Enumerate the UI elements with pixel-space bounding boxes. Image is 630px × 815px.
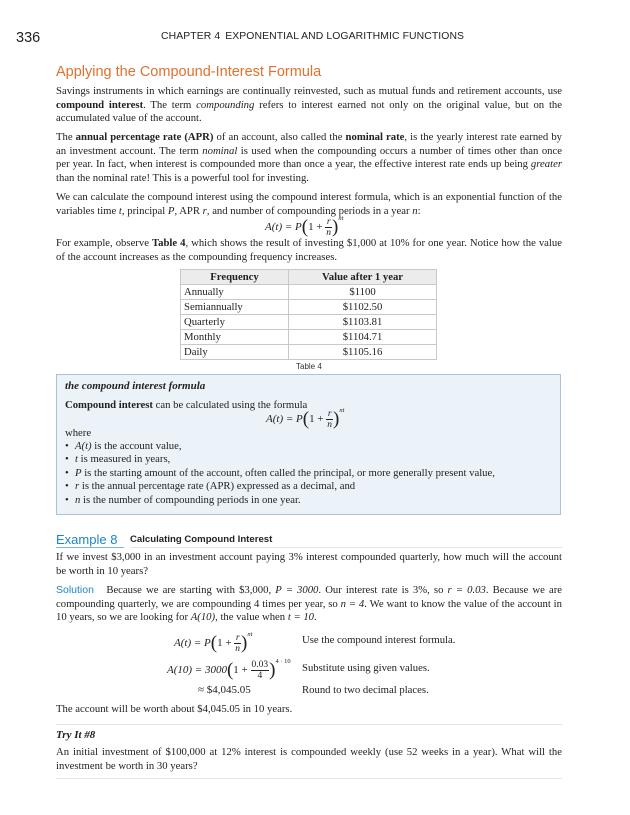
page-number: 336 [16, 30, 41, 46]
formula-definition-box [56, 374, 561, 515]
step3-explanation: Round to two decimal places. [302, 684, 429, 696]
example-solution: Solution Because we are starting with $3,000, P = 3000. Our interest rate is 3%, so r = 0.03. Because we are compounding quarterly, we are compounding 4 times per year, so n = 4. We want to know the value of the account in 10 years, so we are looking for A(10), the value when t = 10. [56, 584, 562, 624]
table-header-row [181, 270, 437, 285]
list-item: • A(t) is the account value, [65, 440, 182, 452]
list-item: • n is the number of compounding periods in one year. [65, 493, 301, 506]
step3-equation: ≈ $4,045.05 [198, 684, 251, 696]
paragraph-compound-interest: Savings instruments in which earnings are continually reinvested, such as mutual funds and retirement accounts, use compound interest. The term compounding refers to interest earned not only on the original value, but on the accumulated value of the account. [56, 85, 562, 125]
chapter-label: CHAPTER 4 [161, 31, 221, 42]
table-caption: Table 4 [296, 362, 322, 371]
example-question: If we invest $3,000 in an investment account paying 3% interest compounded quarterly, how much will the account be worth in 10 years? [56, 551, 562, 577]
frequency-cell: Daily [181, 345, 289, 360]
box-formula: A(t) = P(1 + $\frac{r}{n}$ )$^{nt}$ [266, 407, 345, 430]
solution-label: Solution [56, 584, 94, 596]
value-cell: $1103.81 [289, 315, 437, 330]
step2-explanation: Substitute using given values. [302, 662, 430, 674]
try-it-divider-bottom [56, 778, 562, 779]
try-it-divider-top [56, 724, 562, 725]
step1-explanation: Use the compound interest formula. [302, 634, 456, 646]
box-title: the compound interest formula [65, 380, 206, 392]
list-item: • t is measured in years, [65, 453, 171, 466]
list-item: • r is the annual percentage rate (APR) expressed as a decimal, and [65, 480, 356, 493]
value-cell: $1100 [289, 285, 437, 300]
box-where: where [65, 427, 92, 439]
table-row [181, 300, 437, 315]
try-it-label: Try It #8 [56, 729, 96, 741]
table-row [181, 330, 437, 345]
value-cell: $1102.50 [289, 300, 437, 315]
value-cell: $1104.71 [289, 330, 437, 345]
variable-list [65, 440, 495, 507]
value-cell: $1105.16 [289, 345, 437, 360]
box-intro: Compound interest can be calculated using the formula [65, 399, 308, 411]
column-header-frequency: Frequency [181, 270, 289, 285]
list-item: • P is the starting amount of the account, often called the principal, or more generally present value, [65, 466, 495, 479]
paragraph-apr: The annual percentage rate (APR) of an account, also called the nominal rate, is the yearly interest rate earned by an investment account. The term nominal is used when the compounding occurs a number of times other than once per year. In fact, when interest is compounded more than once a year, the effective interest rate ends up being greater than the nominal rate! This is a powerful tool for investing. [56, 131, 563, 185]
table-row [181, 315, 437, 330]
step1-equation: A(t) = P(1 + $\frac{r}{n}$ )$^{nt}$ [174, 631, 253, 654]
example-conclusion: The account will be worth about $4,045.05 in 10 years. [56, 703, 293, 715]
try-it-text: An initial investment of $100,000 at 12% interest is compounded weekly (use 52 weeks in a year). What will the investment be worth in 30 years? [56, 746, 562, 772]
section-heading: Applying the Compound-Interest Formula [56, 64, 322, 80]
frequency-cell: Annually [181, 285, 289, 300]
frequency-cell: Quarterly [181, 315, 289, 330]
compound-interest-formula: A(t) = P(1 + $\frac{r}{n}$ )$^{nt}$ [265, 215, 344, 238]
example-title: Calculating Compound Interest [130, 534, 273, 545]
compounding-frequency-table [180, 269, 437, 360]
table-row [181, 285, 437, 300]
frequency-cell: Monthly [181, 330, 289, 345]
chapter-title: EXPONENTIAL AND LOGARITHMIC FUNCTIONS [225, 31, 465, 42]
column-header-value: Value after 1 year [289, 270, 437, 285]
paragraph-formula-intro: We can calculate the compound interest using the compound interest formula, which is an exponential function of the variables time t, principal P, APR r, and number of compounding periods in a year n: [56, 191, 562, 217]
example-divider [130, 547, 562, 548]
chapter-header [161, 31, 464, 42]
step2-equation: A(10) = 3000(1 + $\frac{0.03}{4}$ )$^{4 \cdot 10}$ [167, 658, 291, 681]
example-label: Example 8 [56, 532, 118, 547]
table-row [181, 345, 437, 360]
paragraph-table-intro: For example, observe Table 4, which shows the result of investing $1,000 at 10% for one year. Notice how the value of the account increases as the compounding frequency increases. [56, 237, 562, 263]
example-underline [56, 547, 124, 548]
frequency-cell: Semiannually [181, 300, 289, 315]
